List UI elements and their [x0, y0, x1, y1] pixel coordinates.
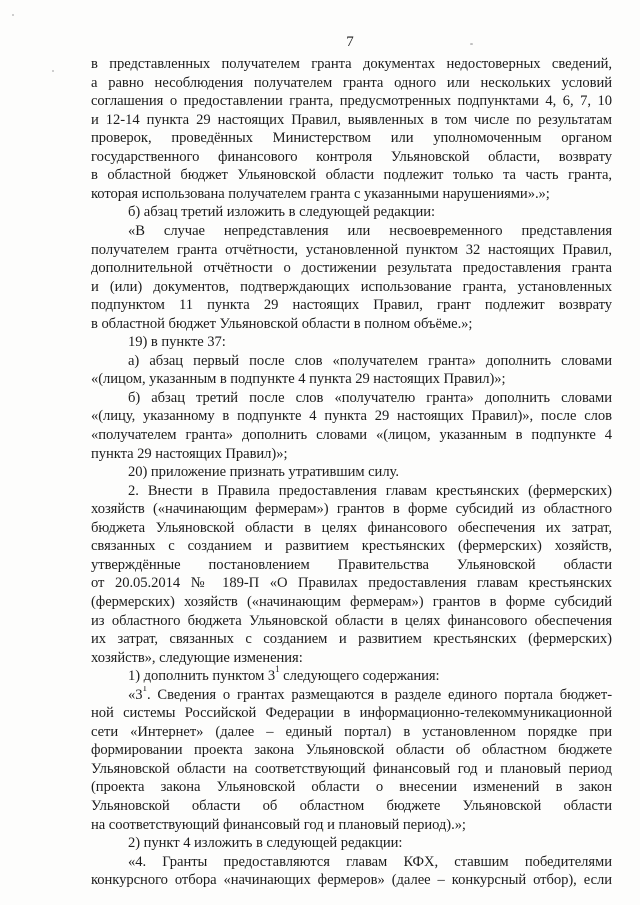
text-line — [128, 222, 612, 241]
text-line — [91, 537, 612, 556]
text-line-content: от 20.05.2014 № 189-П «О Правилах предоставления главам крестьянских — [91, 575, 612, 592]
text-line-content: хозяйств («начинающим фермерам») грантов в форме субсидий из областного — [91, 501, 612, 518]
scan-speck — [12, 14, 14, 16]
text-line-content: на соответствующий финансовый год и плановый период).»; — [91, 816, 466, 833]
text-line — [128, 352, 612, 371]
text-line-content: 19) в пункте 37: — [128, 334, 226, 351]
text-line-content: «4. Гранты предоставляются главам КФХ, ставшим победителями — [128, 853, 612, 870]
text-line-content: 2. Внести в Правила предоставления главам крестьянских (фермерских) — [128, 482, 612, 499]
text-line — [128, 389, 612, 408]
scan-speck — [470, 43, 473, 45]
text-line-content: и (или) документов, подтверждающих использование гранта, установленных — [91, 278, 612, 295]
text-line — [91, 296, 612, 315]
text-line-content: 1) дополнить пунктом 3 — [128, 668, 276, 685]
text-line — [91, 259, 612, 278]
text-line — [91, 129, 612, 148]
text-line — [91, 612, 612, 631]
text-line — [91, 797, 612, 816]
text-line-content: подпунктом 11 пункта 29 настоящих Правил, грант подлежит возврату — [91, 297, 612, 314]
text-line-content: конкурсного отбора «начинающих фермеров» (далее – конкурсный отбор), если — [91, 872, 612, 889]
text-line-content: формировании проекта закона Ульяновской области об областном бюджете — [91, 742, 612, 759]
text-line-content: в областной бюджет Ульяновской области подлежит только та часть гранта, — [91, 167, 612, 184]
text-line-content: «(лицу, указанному в подпункте 4 пункта 29 настоящих Правил)», после слов — [91, 408, 612, 425]
text-line — [91, 816, 612, 835]
text-line — [91, 760, 612, 779]
superscript: 1 — [142, 685, 147, 693]
text-line — [128, 463, 612, 482]
text-line — [128, 664, 612, 686]
text-line-content: соглашения о предоставлении гранта, предусмотренных подпунктами 4, 6, 7, 10 — [91, 93, 612, 110]
text-line-content: которая использована получателем гранта с указанными нарушениями».»; — [91, 185, 550, 202]
text-line — [91, 630, 612, 649]
text-line — [91, 55, 612, 74]
text-line — [91, 74, 612, 93]
text-line-content: ной системы Российской Федерации в информационно-телекоммуникационной — [91, 705, 612, 722]
text-line — [91, 445, 612, 464]
text-line-content: связанных с созданием и развитием крестьянских (фермерских) хозяйств, — [91, 538, 612, 555]
text-line — [91, 519, 612, 538]
text-line-content: пункта 29 настоящих Правил)»; — [91, 445, 288, 462]
text-line-content: 2) пункт 4 изложить в следующей редакции: — [128, 835, 403, 852]
text-line — [91, 148, 612, 167]
text-line — [91, 241, 612, 260]
text-line-content: «получателем гранта» дополнить словами «(лицом, указанным в подпункте 4 — [91, 427, 612, 443]
text-line-continuation: следующего содержания: — [279, 668, 440, 685]
text-line — [91, 315, 612, 334]
text-line-content: (фермерских) хозяйств («начинающим фермерам») грантов в форме субсидий — [91, 593, 612, 610]
text-line-content: Ульяновской области об областном бюджете Ульяновской области — [91, 798, 612, 814]
text-line — [128, 853, 612, 872]
page-number: 7 — [346, 34, 354, 50]
text-line — [91, 500, 612, 519]
text-line-content: «3 — [128, 686, 143, 703]
text-line-content: сети «Интернет» (далее – единый портал) в установленном порядке при — [91, 723, 612, 740]
text-line — [128, 834, 612, 853]
text-line-content: получателем гранта отчётности, установленной пунктом 32 настоящих Правил, — [91, 241, 612, 258]
text-line-content: проверок, проведённых Министерством или уполномоченным органом — [91, 130, 612, 147]
text-line — [91, 871, 612, 890]
text-line-content: бюджета Ульяновской области в целях финансового обеспечения их затрат, — [91, 519, 612, 536]
text-line — [91, 166, 612, 185]
superscript: 1 — [275, 664, 280, 675]
text-line-content: и 12-14 пункта 29 настоящих Правил, выявленных в том числе по результатам — [91, 111, 612, 128]
text-line-content: а равно несоблюдения получателем гранта одного или нескольких условий — [91, 74, 612, 91]
text-line-content: хозяйств», следующие изменения: — [91, 649, 303, 666]
text-line — [128, 203, 612, 222]
text-line — [128, 333, 612, 352]
text-line-continuation: . Сведения о грантах размещаются в разделе единого портала бюджет- — [146, 686, 612, 703]
text-line — [91, 649, 612, 668]
text-line — [91, 278, 612, 297]
text-line — [91, 704, 612, 723]
text-line — [91, 556, 612, 575]
scan-speck — [52, 70, 54, 72]
text-line — [91, 407, 612, 426]
text-line-content: их затрат, связанных с созданием и развитием крестьянских (фермерских) — [91, 631, 612, 648]
text-line — [91, 426, 612, 445]
text-line-content: дополнительной отчётности о достижении результата предоставления гранта — [91, 260, 612, 277]
text-line-content: утверждённые постановлением Правительства Ульяновской области — [91, 556, 612, 573]
text-line-content: из областного бюджета Ульяновской области в целях финансового обеспечения — [91, 612, 612, 629]
text-line — [91, 185, 612, 204]
text-line — [128, 482, 612, 501]
text-line — [91, 111, 612, 130]
text-line-content: (проекта закона Ульяновской области о внесении изменений в закон — [91, 779, 612, 796]
text-line-content: «(лицом, указанным в подпункте 4 пункта 29 настоящих Правил)»; — [91, 371, 506, 388]
text-line — [91, 574, 612, 593]
text-line-content: «В случае непредставления или несвоевременного представления — [128, 222, 612, 239]
text-line-content: в областной бюджет Ульяновской области в полном объёме.»; — [91, 315, 473, 332]
text-line-content: б) абзац третий изложить в следующей редакции: — [128, 204, 436, 221]
text-line-content: Ульяновской области на соответствующий финансовый год и плановый период — [91, 760, 612, 777]
text-line — [91, 723, 612, 742]
text-line-content: а) абзац первый после слов «получателем гранта» дополнить словами — [128, 352, 612, 369]
text-line-content: государственного финансового контроля Ульяновской области, возврату — [91, 148, 612, 165]
text-line-content: 20) приложение признать утратившим силу. — [128, 464, 399, 481]
text-line — [91, 778, 612, 797]
text-line — [128, 686, 612, 705]
text-line — [91, 741, 612, 760]
text-line-content: в представленных получателем гранта документах недостоверных сведений, — [91, 56, 612, 72]
text-line — [91, 370, 612, 389]
text-line — [91, 593, 612, 612]
text-line — [91, 92, 612, 111]
text-line-content: б) абзац третий после слов «получателю гранта» дополнить словами — [128, 389, 612, 406]
